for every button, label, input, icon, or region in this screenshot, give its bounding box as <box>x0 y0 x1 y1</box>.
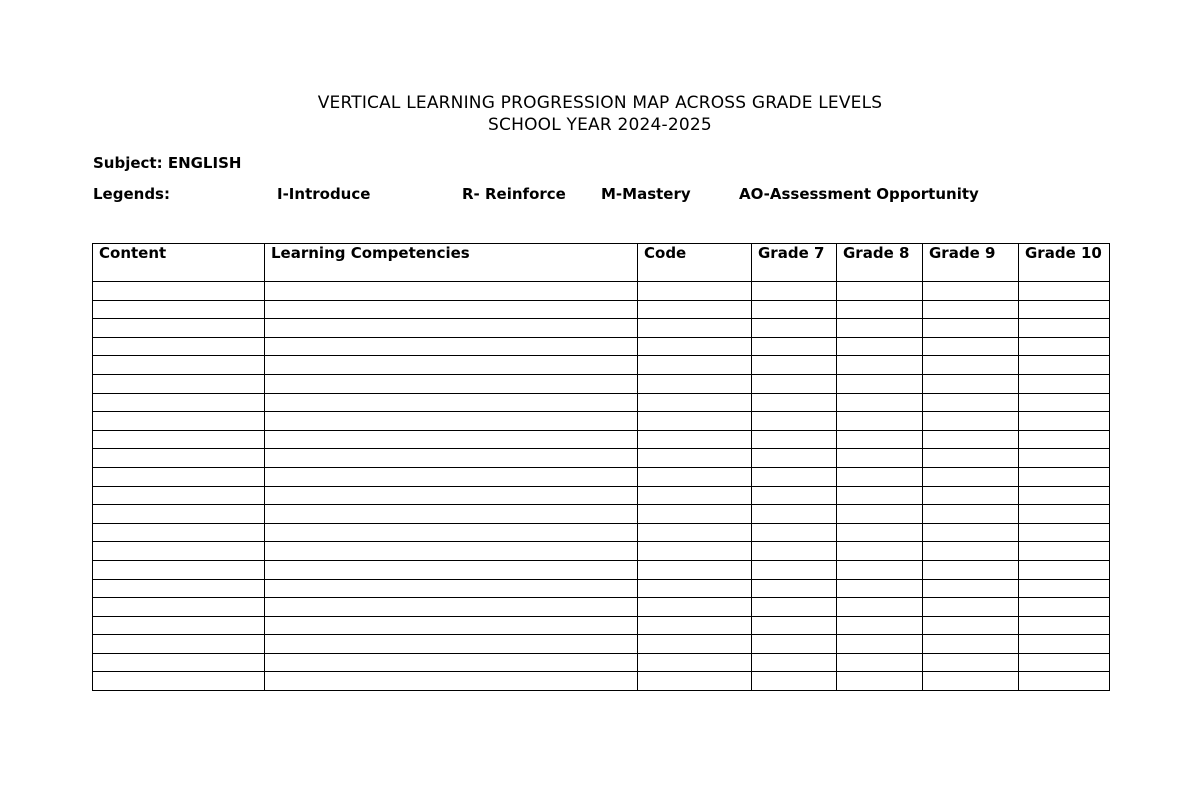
table-cell[interactable] <box>93 616 265 635</box>
table-cell[interactable] <box>93 579 265 598</box>
table-cell[interactable] <box>837 337 923 356</box>
table-cell[interactable] <box>923 635 1019 654</box>
legend-mastery: M-Mastery <box>601 185 691 203</box>
table-cell[interactable] <box>752 523 837 542</box>
table-cell[interactable] <box>1019 300 1110 319</box>
table-cell[interactable] <box>923 598 1019 617</box>
table-cell[interactable] <box>1019 616 1110 635</box>
table-row <box>93 486 1110 505</box>
table-cell[interactable] <box>752 393 837 412</box>
table-row <box>93 393 1110 412</box>
table-cell[interactable] <box>923 560 1019 579</box>
table-row <box>93 505 1110 524</box>
table-cell[interactable] <box>638 337 752 356</box>
legend-reinforce: R- Reinforce <box>462 185 566 203</box>
table-cell[interactable] <box>923 449 1019 468</box>
table-cell[interactable] <box>837 523 923 542</box>
table-cell[interactable] <box>837 282 923 301</box>
table-cell[interactable] <box>638 635 752 654</box>
table-cell[interactable] <box>752 430 837 449</box>
table-row <box>93 598 1110 617</box>
table-cell[interactable] <box>265 337 638 356</box>
table-cell[interactable] <box>93 319 265 338</box>
table-row <box>93 523 1110 542</box>
table-cell[interactable] <box>265 505 638 524</box>
table-cell[interactable] <box>923 356 1019 375</box>
table-cell[interactable] <box>1019 374 1110 393</box>
table-cell[interactable] <box>1019 579 1110 598</box>
table-cell[interactable] <box>638 616 752 635</box>
table-cell[interactable] <box>265 579 638 598</box>
table-cell[interactable] <box>837 393 923 412</box>
column-header-content: Content <box>93 244 265 282</box>
table-cell[interactable] <box>1019 542 1110 561</box>
table-cell[interactable] <box>93 523 265 542</box>
column-header-grade-10: Grade 10 <box>1019 244 1110 282</box>
table-cell[interactable] <box>638 356 752 375</box>
table-cell[interactable] <box>752 337 837 356</box>
progression-map-table <box>92 243 1110 691</box>
table-cell[interactable] <box>1019 430 1110 449</box>
table-cell[interactable] <box>265 449 638 468</box>
table-cell[interactable] <box>93 282 265 301</box>
table-row <box>93 635 1110 654</box>
table-cell[interactable] <box>638 542 752 561</box>
table-cell[interactable] <box>1019 505 1110 524</box>
table-cell[interactable] <box>638 560 752 579</box>
page-title: VERTICAL LEARNING PROGRESSION MAP ACROSS GRADE LEVELS <box>317 93 883 113</box>
table-row <box>93 672 1110 691</box>
table-cell[interactable] <box>752 282 837 301</box>
table-cell[interactable] <box>752 300 837 319</box>
table-cell[interactable] <box>638 598 752 617</box>
table-cell[interactable] <box>837 374 923 393</box>
table-cell[interactable] <box>837 430 923 449</box>
table-cell[interactable] <box>265 616 638 635</box>
table-cell[interactable] <box>93 374 265 393</box>
table-row <box>93 542 1110 561</box>
table-cell[interactable] <box>837 412 923 431</box>
table-cell[interactable] <box>923 412 1019 431</box>
table-cell[interactable] <box>1019 319 1110 338</box>
table-cell[interactable] <box>1019 337 1110 356</box>
table-cell[interactable] <box>923 486 1019 505</box>
table-cell[interactable] <box>837 505 923 524</box>
table-row <box>93 449 1110 468</box>
table-cell[interactable] <box>923 616 1019 635</box>
table-cell[interactable] <box>265 393 638 412</box>
table-cell[interactable] <box>1019 467 1110 486</box>
page-subtitle: SCHOOL YEAR 2024-2025 <box>488 115 712 135</box>
legend-introduce: I-Introduce <box>277 185 371 203</box>
table-cell[interactable] <box>923 672 1019 691</box>
table-cell[interactable] <box>93 449 265 468</box>
table-cell[interactable] <box>638 282 752 301</box>
table-cell[interactable] <box>1019 282 1110 301</box>
table-cell[interactable] <box>1019 672 1110 691</box>
table-cell[interactable] <box>752 486 837 505</box>
table-cell[interactable] <box>752 542 837 561</box>
table-cell[interactable] <box>923 430 1019 449</box>
table-cell[interactable] <box>752 374 837 393</box>
table-cell[interactable] <box>265 430 638 449</box>
subject-line: Subject: ENGLISH <box>93 154 242 172</box>
table-cell[interactable] <box>265 672 638 691</box>
table-cell[interactable] <box>638 393 752 412</box>
table-cell[interactable] <box>1019 449 1110 468</box>
table-row <box>93 412 1110 431</box>
table-cell[interactable] <box>93 430 265 449</box>
table-cell[interactable] <box>93 653 265 672</box>
table-cell[interactable] <box>752 616 837 635</box>
table-cell[interactable] <box>638 653 752 672</box>
table-cell[interactable] <box>752 356 837 375</box>
table-cell[interactable] <box>265 542 638 561</box>
table-cell[interactable] <box>923 579 1019 598</box>
table-cell[interactable] <box>837 542 923 561</box>
table-cell[interactable] <box>638 319 752 338</box>
table-cell[interactable] <box>837 356 923 375</box>
table-cell[interactable] <box>93 337 265 356</box>
table-cell[interactable] <box>1019 523 1110 542</box>
table-cell[interactable] <box>923 542 1019 561</box>
column-header-grade-9: Grade 9 <box>923 244 1019 282</box>
table-cell[interactable] <box>752 635 837 654</box>
table-cell[interactable] <box>837 319 923 338</box>
column-header-grade-8: Grade 8 <box>837 244 923 282</box>
table-cell[interactable] <box>93 393 265 412</box>
table-cell[interactable] <box>837 653 923 672</box>
table-cell[interactable] <box>752 672 837 691</box>
table-cell[interactable] <box>93 300 265 319</box>
table-cell[interactable] <box>923 467 1019 486</box>
table-cell[interactable] <box>1019 393 1110 412</box>
table-cell[interactable] <box>752 449 837 468</box>
table-cell[interactable] <box>1019 598 1110 617</box>
table-cell[interactable] <box>1019 560 1110 579</box>
table-row <box>93 653 1110 672</box>
table-cell[interactable] <box>638 430 752 449</box>
table-cell[interactable] <box>638 467 752 486</box>
table-header-row <box>93 244 1110 282</box>
table-cell[interactable] <box>923 653 1019 672</box>
table-cell[interactable] <box>265 467 638 486</box>
table-cell[interactable] <box>837 635 923 654</box>
table-row <box>93 356 1110 375</box>
table-cell[interactable] <box>638 449 752 468</box>
table-cell[interactable] <box>923 319 1019 338</box>
table-cell[interactable] <box>1019 486 1110 505</box>
column-header-learning-competencies: Learning Competencies <box>265 244 638 282</box>
table-cell[interactable] <box>1019 653 1110 672</box>
table-cell[interactable] <box>265 300 638 319</box>
table-cell[interactable] <box>923 337 1019 356</box>
table-cell[interactable] <box>752 579 837 598</box>
table-cell[interactable] <box>752 505 837 524</box>
table-cell[interactable] <box>923 393 1019 412</box>
table-cell[interactable] <box>837 486 923 505</box>
table-cell[interactable] <box>752 598 837 617</box>
table-cell[interactable] <box>837 560 923 579</box>
table-cell[interactable] <box>923 505 1019 524</box>
table-cell[interactable] <box>837 598 923 617</box>
table-cell[interactable] <box>265 319 638 338</box>
table-cell[interactable] <box>265 282 638 301</box>
table-cell[interactable] <box>93 505 265 524</box>
table-cell[interactable] <box>638 523 752 542</box>
table-cell[interactable] <box>923 374 1019 393</box>
table-row <box>93 319 1110 338</box>
table-cell[interactable] <box>923 523 1019 542</box>
table-cell[interactable] <box>752 560 837 579</box>
table-cell[interactable] <box>93 356 265 375</box>
table-cell[interactable] <box>837 300 923 319</box>
column-header-code: Code <box>638 244 752 282</box>
table-cell[interactable] <box>837 449 923 468</box>
table-row <box>93 337 1110 356</box>
table-row <box>93 430 1110 449</box>
column-header-grade-7: Grade 7 <box>752 244 837 282</box>
table-cell[interactable] <box>93 560 265 579</box>
table-cell[interactable] <box>837 672 923 691</box>
legends-label: Legends: <box>93 185 170 203</box>
table-cell[interactable] <box>93 635 265 654</box>
table-cell[interactable] <box>93 672 265 691</box>
table-cell[interactable] <box>1019 356 1110 375</box>
table-cell[interactable] <box>638 505 752 524</box>
table-cell[interactable] <box>752 467 837 486</box>
table-cell[interactable] <box>638 300 752 319</box>
table-row <box>93 579 1110 598</box>
table-row <box>93 616 1110 635</box>
table-cell[interactable] <box>837 579 923 598</box>
table-cell[interactable] <box>265 598 638 617</box>
table-row <box>93 560 1110 579</box>
table-cell[interactable] <box>93 467 265 486</box>
table-cell[interactable] <box>638 486 752 505</box>
table-cell[interactable] <box>93 486 265 505</box>
table-cell[interactable] <box>265 374 638 393</box>
table-cell[interactable] <box>752 319 837 338</box>
table-cell[interactable] <box>93 542 265 561</box>
table-row <box>93 282 1110 301</box>
table-cell[interactable] <box>837 467 923 486</box>
table-cell[interactable] <box>265 412 638 431</box>
table-cell[interactable] <box>923 282 1019 301</box>
table-cell[interactable] <box>837 616 923 635</box>
table-cell[interactable] <box>923 300 1019 319</box>
table-cell[interactable] <box>1019 412 1110 431</box>
table-cell[interactable] <box>638 672 752 691</box>
table-cell[interactable] <box>638 412 752 431</box>
table-row <box>93 467 1110 486</box>
table-cell[interactable] <box>265 523 638 542</box>
table-cell[interactable] <box>265 635 638 654</box>
table-cell[interactable] <box>265 653 638 672</box>
table-cell[interactable] <box>93 412 265 431</box>
table-cell[interactable] <box>1019 635 1110 654</box>
table-cell[interactable] <box>638 579 752 598</box>
table-cell[interactable] <box>752 412 837 431</box>
table-cell[interactable] <box>265 560 638 579</box>
table-row <box>93 300 1110 319</box>
table-body <box>93 282 1110 691</box>
table-cell[interactable] <box>752 653 837 672</box>
table-cell[interactable] <box>265 486 638 505</box>
table-row <box>93 374 1110 393</box>
table-cell[interactable] <box>638 374 752 393</box>
table-cell[interactable] <box>265 356 638 375</box>
table-cell[interactable] <box>93 598 265 617</box>
legend-assessment-opportunity: AO-Assessment Opportunity <box>739 185 979 203</box>
